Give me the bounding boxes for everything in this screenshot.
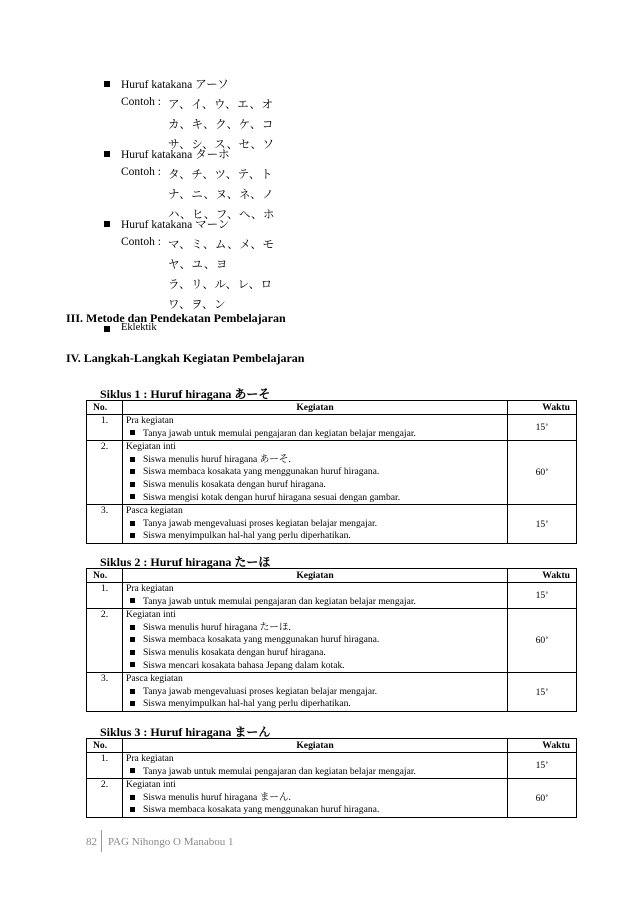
siklus-3-title: Siklus 3 : Huruf hiragana まーん bbox=[100, 725, 271, 739]
row-item: Siswa menulis huruf hiragana たーほ. bbox=[126, 622, 504, 635]
row-kegiatan bbox=[123, 609, 508, 673]
table-row bbox=[87, 441, 577, 505]
bullet-icon bbox=[130, 482, 135, 487]
table-row bbox=[87, 505, 577, 544]
row-kegiatan bbox=[123, 673, 508, 712]
section-3-heading: III. Metode dan Pendekatan Pembelajaran bbox=[66, 311, 286, 325]
row-item: Siswa menulis kosakata dengan huruf hiragana. bbox=[126, 479, 504, 492]
row-item: Siswa menulis kosakata dengan huruf hiragana. bbox=[126, 647, 504, 660]
row-item: Siswa membaca kosakata yang menggunakan huruf hiragana. bbox=[126, 466, 504, 479]
bullet-icon bbox=[130, 494, 135, 499]
siklus-1-table bbox=[86, 400, 577, 544]
bullet-icon bbox=[130, 650, 135, 655]
row-label: Kegiatan inti bbox=[126, 609, 176, 621]
bullet-icon bbox=[130, 430, 135, 435]
row-item: Siswa membaca kosakata yang menggunakan huruf hiragana. bbox=[126, 804, 504, 817]
row-kegiatan bbox=[123, 753, 508, 779]
bullet-icon bbox=[130, 768, 135, 773]
row-no: 2. bbox=[87, 779, 123, 818]
header-kegiatan: Kegiatan bbox=[123, 569, 508, 583]
bullet-icon bbox=[130, 521, 135, 526]
header-kegiatan: Kegiatan bbox=[123, 739, 508, 753]
row-waktu: 15’ bbox=[508, 673, 577, 712]
row-item: Siswa menulis huruf hiragana あーそ. bbox=[126, 454, 504, 467]
row-item: Siswa menulis huruf hiragana まーん. bbox=[126, 792, 504, 805]
row-kegiatan bbox=[123, 583, 508, 609]
table-row bbox=[87, 753, 577, 779]
row-kegiatan bbox=[123, 415, 508, 441]
katakana-title-2: Huruf katakana ターホ bbox=[121, 149, 230, 161]
bullet-icon bbox=[130, 795, 135, 800]
section-4-heading: IV. Langkah-Langkah Kegiatan Pembelajaran bbox=[66, 351, 305, 365]
row-no: 2. bbox=[87, 609, 123, 673]
bullet-icon bbox=[104, 81, 110, 87]
row-item: Siswa mencari kosakata bahasa Jepang dalam kotak. bbox=[126, 660, 504, 673]
section-3-item: Eklektik bbox=[121, 322, 157, 333]
katakana-row: ハ、ヒ、フ、へ、ホ bbox=[168, 209, 275, 221]
contoh-label-3: Contoh : bbox=[121, 236, 161, 248]
row-no: 3. bbox=[87, 673, 123, 712]
row-waktu: 60’ bbox=[508, 441, 577, 505]
row-item: Siswa menyimpulkan hal-hal yang perlu diperhatikan. bbox=[126, 698, 504, 711]
katakana-row: ヤ、ユ、ヨ bbox=[168, 259, 228, 271]
katakana-title-1: Huruf katakana アーソ bbox=[121, 79, 229, 91]
footer-title: PAG Nihongo O Manabou 1 bbox=[108, 836, 234, 848]
footer-divider bbox=[101, 830, 102, 852]
katakana-row: ナ、ニ、ヌ、ネ、ノ bbox=[168, 189, 275, 201]
row-waktu: 60’ bbox=[508, 779, 577, 818]
bullet-icon bbox=[104, 326, 110, 332]
row-item: Tanya jawab mengevaluasi proses kegiatan belajar mengajar. bbox=[126, 518, 504, 531]
katakana-row: ラ、リ、ル、レ、ロ bbox=[168, 279, 273, 291]
header-waktu: Waktu bbox=[508, 401, 577, 415]
bullet-icon bbox=[130, 598, 135, 603]
siklus-2-table bbox=[86, 568, 577, 712]
row-waktu: 15’ bbox=[508, 583, 577, 609]
header-waktu: Waktu bbox=[508, 569, 577, 583]
bullet-icon bbox=[130, 469, 135, 474]
bullet-icon bbox=[130, 689, 135, 694]
siklus-2-title: Siklus 2 : Huruf hiragana たーほ bbox=[100, 555, 271, 569]
table-row bbox=[87, 609, 577, 673]
bullet-icon bbox=[130, 533, 135, 538]
row-label: Pra kegiatan bbox=[126, 583, 174, 594]
row-waktu: 15’ bbox=[508, 505, 577, 544]
row-no: 1. bbox=[87, 415, 123, 441]
bullet-icon bbox=[104, 221, 110, 227]
header-waktu: Waktu bbox=[508, 739, 577, 753]
row-label: Kegiatan inti bbox=[126, 779, 176, 791]
table-header-row bbox=[87, 739, 577, 753]
katakana-row: タ、チ、ツ、テ、ト bbox=[168, 169, 273, 181]
header-no: No. bbox=[87, 401, 123, 415]
contoh-label-1: Contoh : bbox=[121, 96, 161, 108]
row-label: Pasca kegiatan bbox=[126, 505, 183, 517]
row-label: Pra kegiatan bbox=[126, 753, 174, 764]
katakana-row: サ、シ、ス、セ、ソ bbox=[168, 139, 275, 151]
row-item: Tanya jawab mengevaluasi proses kegiatan belajar mengajar. bbox=[126, 686, 504, 699]
siklus-1-title: Siklus 1 : Huruf hiragana あーそ bbox=[100, 387, 271, 401]
katakana-row: ワ、ヲ、ン bbox=[168, 299, 227, 311]
row-kegiatan bbox=[123, 441, 508, 505]
row-waktu: 60’ bbox=[508, 609, 577, 673]
siklus-3-table bbox=[86, 738, 577, 818]
table-row bbox=[87, 779, 577, 818]
row-label: Kegiatan inti bbox=[126, 441, 176, 453]
row-waktu: 15’ bbox=[508, 415, 577, 441]
table-row bbox=[87, 583, 577, 609]
row-no: 3. bbox=[87, 505, 123, 544]
header-kegiatan: Kegiatan bbox=[123, 401, 508, 415]
row-kegiatan bbox=[123, 505, 508, 544]
row-item: Siswa mengisi kotak dengan huruf hiragana sesuai dengan gambar. bbox=[126, 492, 504, 505]
katakana-row: マ、ミ、ム、メ、モ bbox=[168, 239, 275, 251]
katakana-row: カ、キ、ク、ケ、コ bbox=[168, 119, 274, 131]
page-number: 82 bbox=[86, 836, 97, 848]
table-row bbox=[87, 673, 577, 712]
katakana-title-3: Huruf katakana マーン bbox=[121, 219, 230, 231]
row-no: 1. bbox=[87, 583, 123, 609]
table-header-row bbox=[87, 401, 577, 415]
bullet-icon bbox=[130, 457, 135, 462]
table-header-row bbox=[87, 569, 577, 583]
row-no: 1. bbox=[87, 753, 123, 779]
bullet-icon bbox=[130, 625, 135, 630]
bullet-icon bbox=[104, 151, 110, 157]
katakana-row: ア、イ、ウ、エ、オ bbox=[168, 99, 274, 111]
contoh-label-2: Contoh : bbox=[121, 166, 161, 178]
row-item: Tanya jawab untuk memulai pengajaran dan kegiatan belajar mengajar. bbox=[126, 766, 504, 779]
row-item: Tanya jawab untuk memulai pengajaran dan kegiatan belajar mengajar. bbox=[126, 596, 504, 609]
row-item: Tanya jawab untuk memulai pengajaran dan kegiatan belajar mengajar. bbox=[126, 428, 504, 441]
bullet-icon bbox=[130, 701, 135, 706]
row-no: 2. bbox=[87, 441, 123, 505]
row-item: Siswa membaca kosakata yang menggunakan huruf hiragana. bbox=[126, 634, 504, 647]
bullet-icon bbox=[130, 637, 135, 642]
row-label: Pra kegiatan bbox=[126, 415, 174, 426]
header-no: No. bbox=[87, 569, 123, 583]
row-waktu: 15’ bbox=[508, 753, 577, 779]
bullet-icon bbox=[130, 662, 135, 667]
row-label: Pasca kegiatan bbox=[126, 673, 183, 685]
table-row bbox=[87, 415, 577, 441]
bullet-icon bbox=[130, 807, 135, 812]
row-kegiatan bbox=[123, 779, 508, 818]
row-item: Siswa menyimpulkan hal-hal yang perlu diperhatikan. bbox=[126, 530, 504, 543]
header-no: No. bbox=[87, 739, 123, 753]
